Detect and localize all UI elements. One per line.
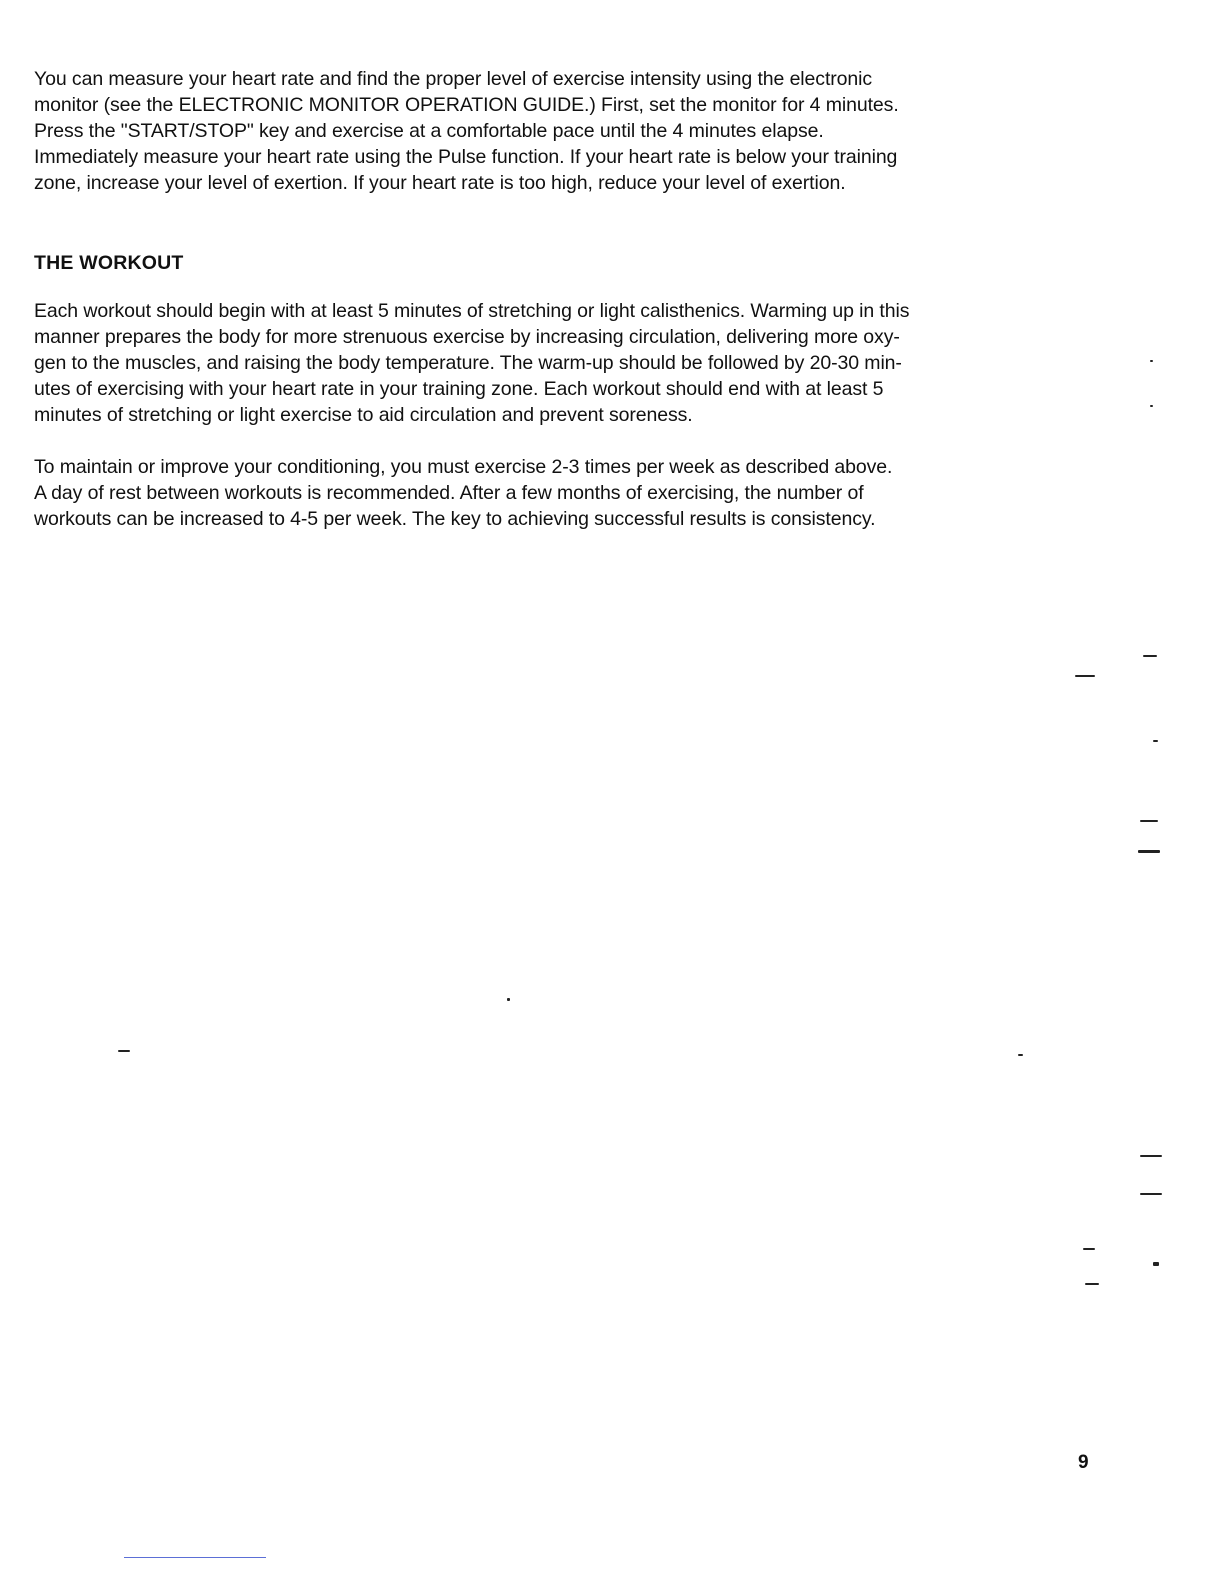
- paragraph-line: You can measure your heart rate and find the proper level of exercise intensity using the electronic: [34, 68, 873, 90]
- paragraph-line: A day of rest between workouts is recommended. After a few months of exercising, the number of: [34, 482, 864, 504]
- section-heading: THE WORKOUT: [34, 252, 184, 274]
- paragraph-line: gen to the muscles, and raising the body temperature. The warm-up should be followed by 20-30 min-: [34, 352, 902, 374]
- paragraph-line: manner prepares the body for more strenuous exercise by increasing circulation, delivering more oxy-: [34, 326, 900, 348]
- paragraph-line: utes of exercising with your heart rate in your training zone. Each workout should end with at least 5: [34, 378, 884, 400]
- footer-rule: [124, 1557, 266, 1558]
- paragraph-line: workouts can be increased to 4-5 per week. The key to achieving successful results is consistency.: [34, 508, 876, 530]
- paragraph-line: minutes of stretching or light exercise to aid circulation and prevent soreness.: [34, 404, 693, 426]
- page-number: 9: [1078, 1452, 1089, 1473]
- paragraph-line: monitor (see the ELECTRONIC MONITOR OPERATION GUIDE.) First, set the monitor for 4 minutes.: [34, 94, 899, 116]
- paragraph-line: Immediately measure your heart rate using the Pulse function. If your heart rate is below your training: [34, 146, 898, 168]
- paragraph-line: Press the "START/STOP" key and exercise at a comfortable pace until the 4 minutes elapse.: [34, 120, 824, 142]
- workout-paragraph: [34, 298, 1024, 428]
- intro-paragraph: [34, 66, 1024, 196]
- paragraph-line: To maintain or improve your conditioning, you must exercise 2-3 times per week as described above.: [34, 456, 893, 478]
- paragraph-line: Each workout should begin with at least 5 minutes of stretching or light calisthenics. Warming up in this: [34, 300, 910, 322]
- paragraph-line: zone, increase your level of exertion. If your heart rate is too high, reduce your level of exertion.: [34, 172, 846, 194]
- conditioning-paragraph: [34, 454, 1024, 532]
